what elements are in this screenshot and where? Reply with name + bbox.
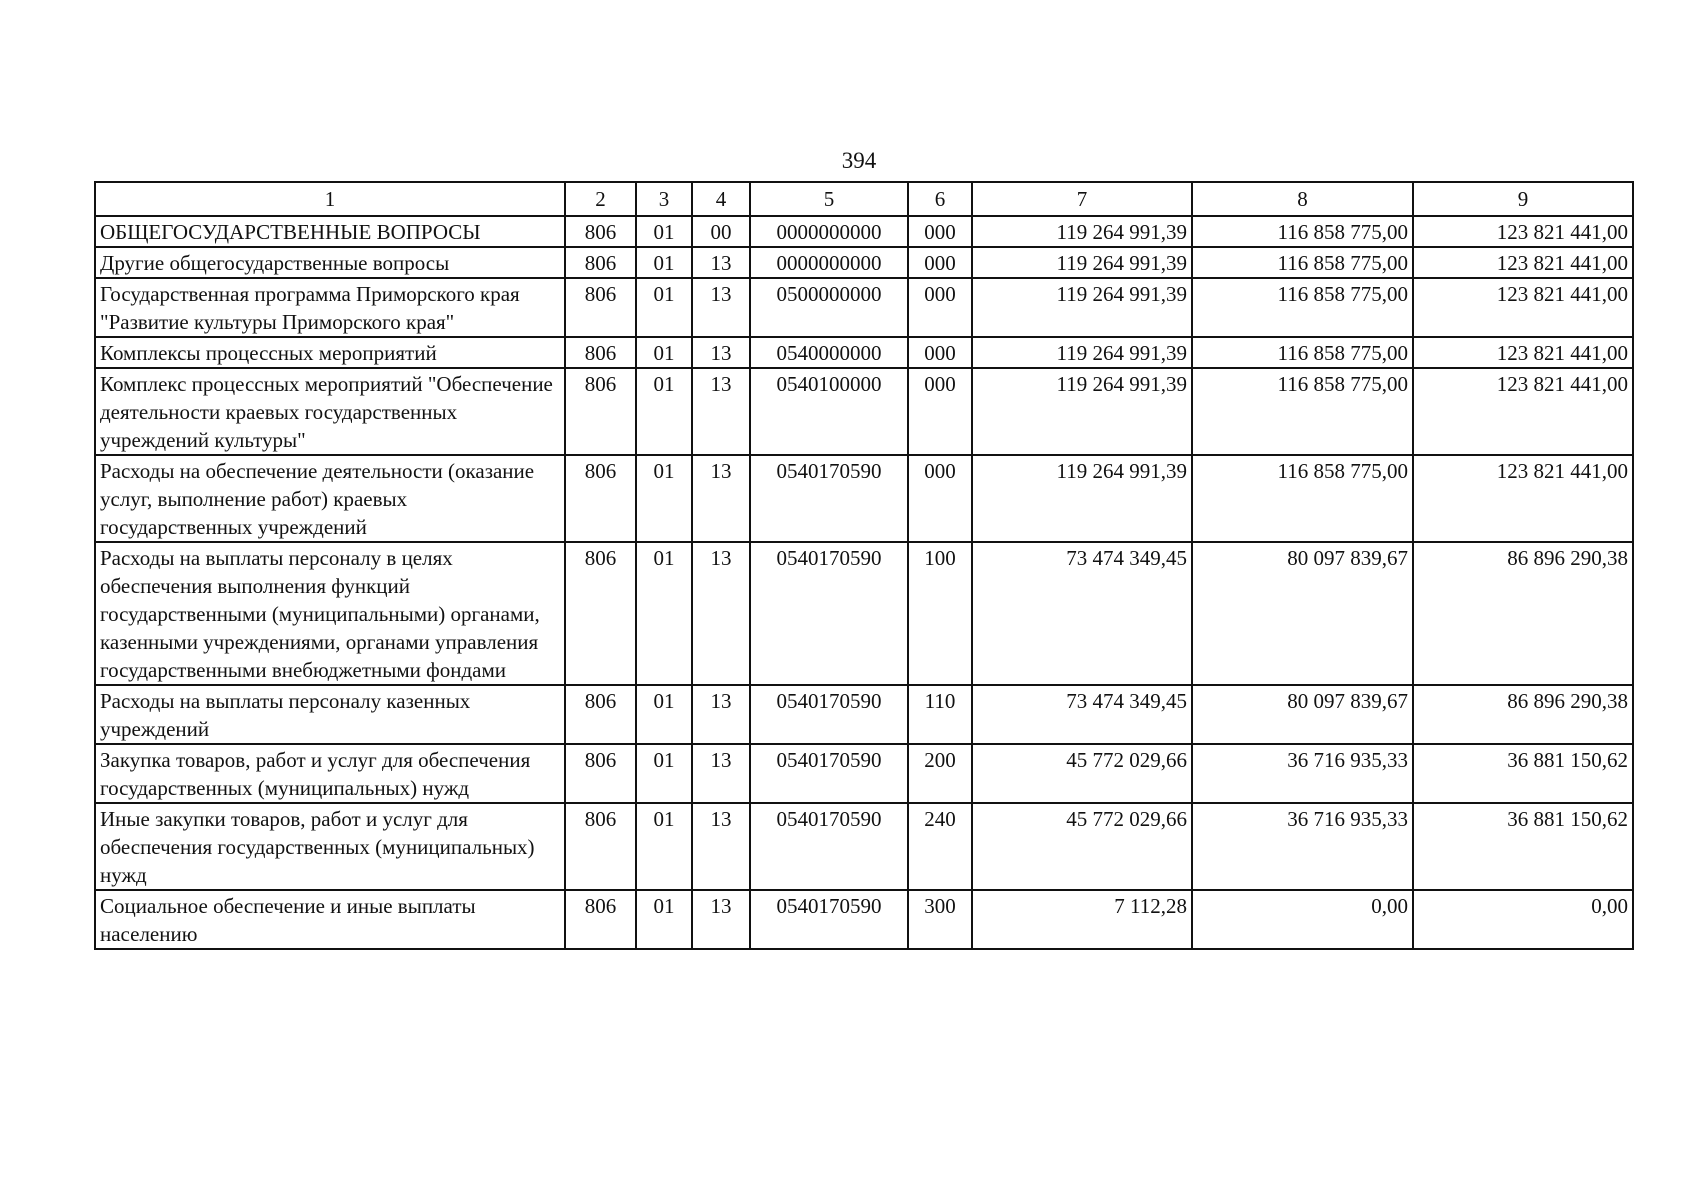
- section-code: 01: [636, 216, 692, 247]
- table-row: [95, 744, 1633, 803]
- subsection-code: 13: [692, 278, 750, 337]
- table-row: [95, 278, 1633, 337]
- amount-col9: 0,00: [1413, 890, 1633, 949]
- section-code: 01: [636, 542, 692, 685]
- amount-col7: 119 264 991,39: [972, 455, 1192, 542]
- amount-col8: 116 858 775,00: [1192, 455, 1413, 542]
- column-header: 6: [908, 182, 972, 216]
- row-name: Комплексы процессных мероприятий: [95, 337, 565, 368]
- ministry-code: 806: [565, 685, 636, 744]
- subsection-code: 13: [692, 890, 750, 949]
- row-name: Расходы на выплаты персоналу в целях обеспечения выполнения функций государственными (муниципальными) органами, казенными учреждениями, органами управления государственными внебюджетными фондами: [95, 542, 565, 685]
- ministry-code: 806: [565, 890, 636, 949]
- row-name: Комплекс процессных мероприятий "Обеспечение деятельности краевых государственных учреждений культуры": [95, 368, 565, 455]
- subsection-code: 13: [692, 455, 750, 542]
- subsection-code: 13: [692, 685, 750, 744]
- amount-col9: 36 881 150,62: [1413, 803, 1633, 890]
- table-row: [95, 685, 1633, 744]
- ministry-code: 806: [565, 803, 636, 890]
- section-code: 01: [636, 803, 692, 890]
- target-article-code: 0540170590: [750, 890, 908, 949]
- ministry-code: 806: [565, 337, 636, 368]
- amount-col9: 123 821 441,00: [1413, 278, 1633, 337]
- amount-col9: 86 896 290,38: [1413, 685, 1633, 744]
- section-code: 01: [636, 278, 692, 337]
- expense-type-code: 110: [908, 685, 972, 744]
- ministry-code: 806: [565, 455, 636, 542]
- section-code: 01: [636, 744, 692, 803]
- column-header: 3: [636, 182, 692, 216]
- row-name: Закупка товаров, работ и услуг для обеспечения государственных (муниципальных) нужд: [95, 744, 565, 803]
- ministry-code: 806: [565, 247, 636, 278]
- amount-col7: 119 264 991,39: [972, 216, 1192, 247]
- amount-col9: 123 821 441,00: [1413, 368, 1633, 455]
- amount-col8: 80 097 839,67: [1192, 685, 1413, 744]
- target-article-code: 0540100000: [750, 368, 908, 455]
- expense-type-code: 000: [908, 455, 972, 542]
- expense-type-code: 000: [908, 368, 972, 455]
- subsection-code: 13: [692, 247, 750, 278]
- subsection-code: 00: [692, 216, 750, 247]
- amount-col9: 123 821 441,00: [1413, 247, 1633, 278]
- row-name: Государственная программа Приморского края "Развитие культуры Приморского края": [95, 278, 565, 337]
- column-header: 8: [1192, 182, 1413, 216]
- subsection-code: 13: [692, 368, 750, 455]
- amount-col8: 116 858 775,00: [1192, 368, 1413, 455]
- target-article-code: 0000000000: [750, 216, 908, 247]
- section-code: 01: [636, 247, 692, 278]
- expense-type-code: 240: [908, 803, 972, 890]
- amount-col9: 123 821 441,00: [1413, 337, 1633, 368]
- expense-type-code: 000: [908, 247, 972, 278]
- row-name: Иные закупки товаров, работ и услуг для обеспечения государственных (муниципальных) нужд: [95, 803, 565, 890]
- table-row: [95, 890, 1633, 949]
- row-name: ОБЩЕГОСУДАРСТВЕННЫЕ ВОПРОСЫ: [95, 216, 565, 247]
- budget-table: [94, 181, 1634, 950]
- table-row: [95, 542, 1633, 685]
- amount-col8: 36 716 935,33: [1192, 744, 1413, 803]
- section-code: 01: [636, 890, 692, 949]
- target-article-code: 0540170590: [750, 685, 908, 744]
- target-article-code: 0500000000: [750, 278, 908, 337]
- target-article-code: 0540170590: [750, 542, 908, 685]
- section-code: 01: [636, 368, 692, 455]
- row-name: Социальное обеспечение и иные выплаты населению: [95, 890, 565, 949]
- column-header: 4: [692, 182, 750, 216]
- ministry-code: 806: [565, 744, 636, 803]
- column-header: 1: [95, 182, 565, 216]
- subsection-code: 13: [692, 803, 750, 890]
- target-article-code: 0540170590: [750, 455, 908, 542]
- amount-col9: 123 821 441,00: [1413, 455, 1633, 542]
- amount-col7: 119 264 991,39: [972, 247, 1192, 278]
- amount-col8: 116 858 775,00: [1192, 247, 1413, 278]
- subsection-code: 13: [692, 337, 750, 368]
- amount-col7: 45 772 029,66: [972, 803, 1192, 890]
- expense-type-code: 000: [908, 216, 972, 247]
- subsection-code: 13: [692, 744, 750, 803]
- amount-col7: 7 112,28: [972, 890, 1192, 949]
- row-name: Другие общегосударственные вопросы: [95, 247, 565, 278]
- table-row: [95, 247, 1633, 278]
- page-number: 394: [841, 148, 877, 173]
- ministry-code: 806: [565, 216, 636, 247]
- column-header: 7: [972, 182, 1192, 216]
- amount-col7: 73 474 349,45: [972, 685, 1192, 744]
- amount-col8: 116 858 775,00: [1192, 216, 1413, 247]
- table-row: [95, 337, 1633, 368]
- table-row: [95, 368, 1633, 455]
- amount-col7: 45 772 029,66: [972, 744, 1192, 803]
- amount-col8: 0,00: [1192, 890, 1413, 949]
- ministry-code: 806: [565, 278, 636, 337]
- amount-col7: 119 264 991,39: [972, 278, 1192, 337]
- amount-col8: 116 858 775,00: [1192, 337, 1413, 368]
- section-code: 01: [636, 685, 692, 744]
- amount-col7: 73 474 349,45: [972, 542, 1192, 685]
- amount-col7: 119 264 991,39: [972, 368, 1192, 455]
- section-code: 01: [636, 337, 692, 368]
- target-article-code: 0540170590: [750, 803, 908, 890]
- column-number-row: [95, 182, 1633, 216]
- amount-col7: 119 264 991,39: [972, 337, 1192, 368]
- target-article-code: 0540170590: [750, 744, 908, 803]
- amount-col9: 36 881 150,62: [1413, 744, 1633, 803]
- table-row: [95, 216, 1633, 247]
- expense-type-code: 100: [908, 542, 972, 685]
- amount-col8: 116 858 775,00: [1192, 278, 1413, 337]
- row-name: Расходы на выплаты персоналу казенных учреждений: [95, 685, 565, 744]
- amount-col8: 36 716 935,33: [1192, 803, 1413, 890]
- expense-type-code: 300: [908, 890, 972, 949]
- amount-col9: 86 896 290,38: [1413, 542, 1633, 685]
- subsection-code: 13: [692, 542, 750, 685]
- amount-col9: 123 821 441,00: [1413, 216, 1633, 247]
- ministry-code: 806: [565, 542, 636, 685]
- column-header: 9: [1413, 182, 1633, 216]
- target-article-code: 0540000000: [750, 337, 908, 368]
- row-name: Расходы на обеспечение деятельности (оказание услуг, выполнение работ) краевых государственных учреждений: [95, 455, 565, 542]
- expense-type-code: 000: [908, 337, 972, 368]
- amount-col8: 80 097 839,67: [1192, 542, 1413, 685]
- expense-type-code: 200: [908, 744, 972, 803]
- column-header: 5: [750, 182, 908, 216]
- target-article-code: 0000000000: [750, 247, 908, 278]
- table-row: [95, 803, 1633, 890]
- section-code: 01: [636, 455, 692, 542]
- expense-type-code: 000: [908, 278, 972, 337]
- table-row: [95, 455, 1633, 542]
- column-header: 2: [565, 182, 636, 216]
- ministry-code: 806: [565, 368, 636, 455]
